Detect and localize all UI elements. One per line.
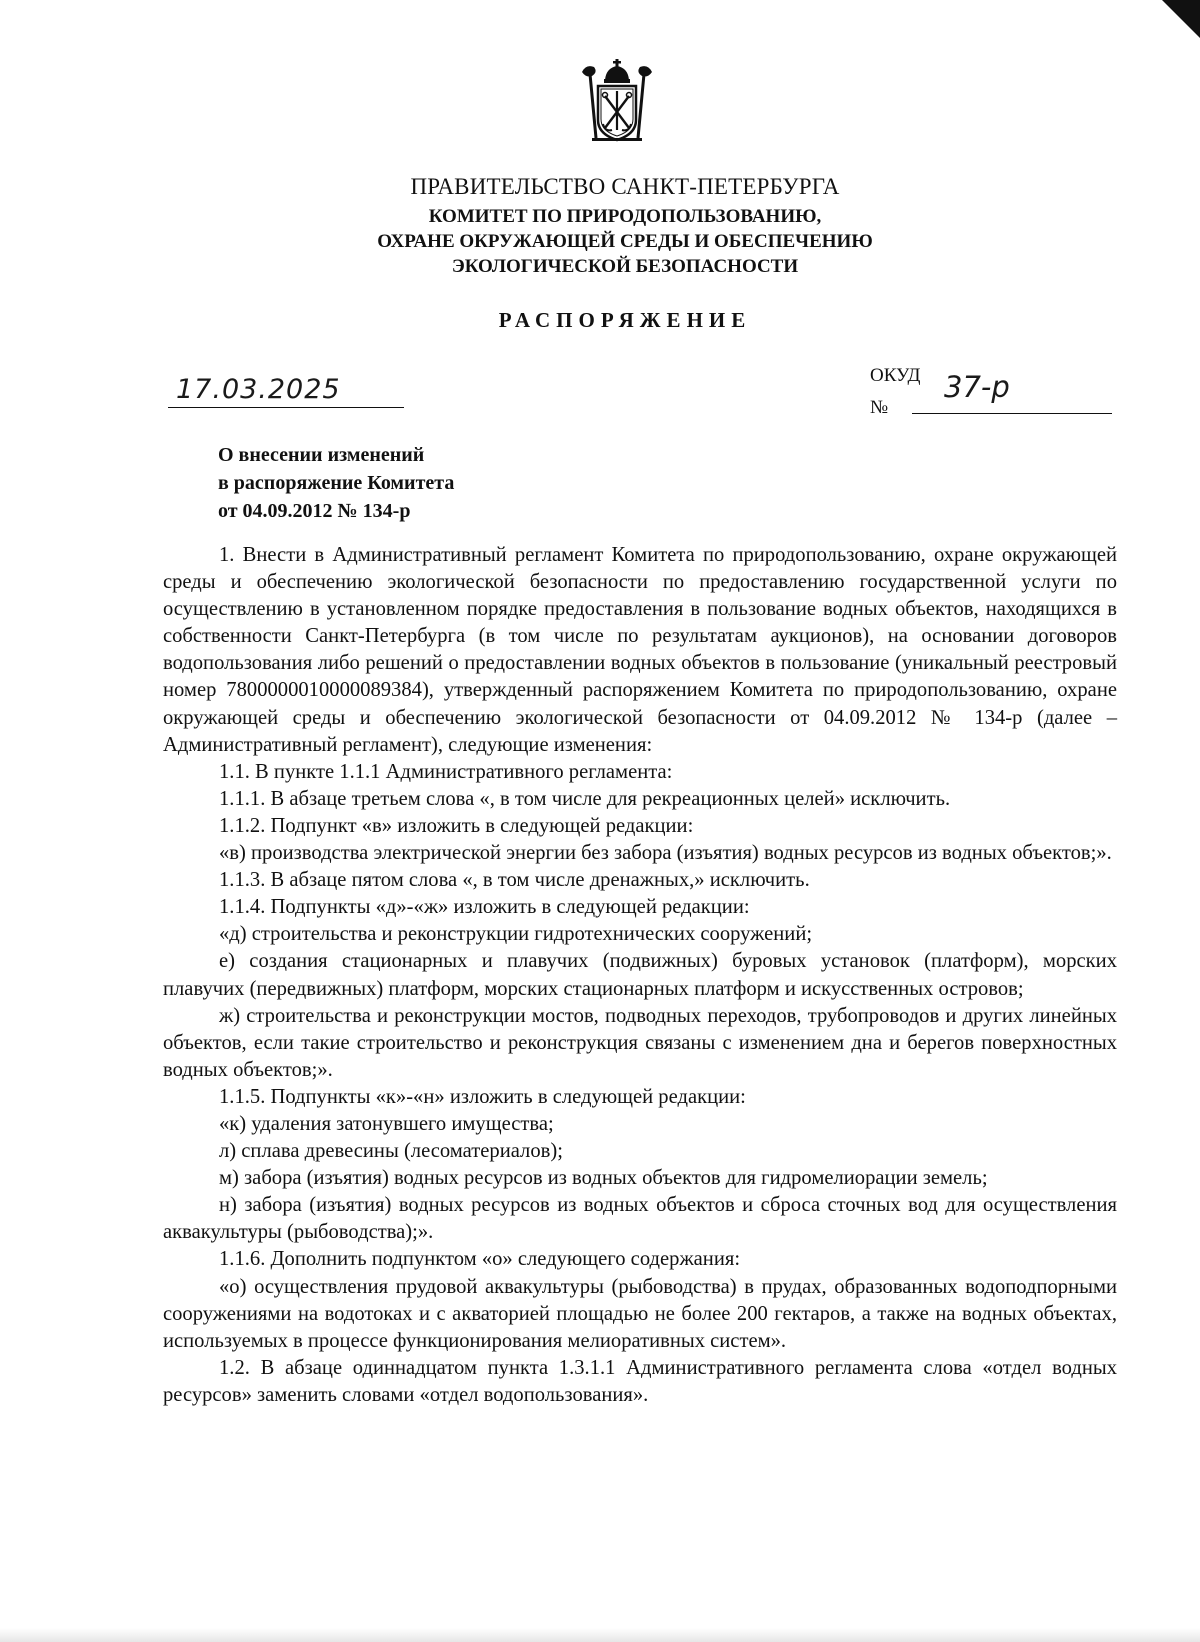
okud-label: ОКУД (870, 365, 921, 386)
body-paragraph-subitem-o: «о) осуществления прудовой аквакультуры (рыбоводства) в прудах, образованных водоподпорными сооружениями на водотоках и с акваторией площадью не более 200 гектаров, а также на водных объектах, используемых в процессе функционирования мелиоративных систем». (163, 1275, 1117, 1352)
government-title: ПРАВИТЕЛЬСТВО САНКТ-ПЕТЕРБУРГА (410, 174, 840, 199)
number-sign: № (870, 397, 889, 418)
body-paragraph-subitem-n: н) забора (изъятия) водных ресурсов из водных объектов и сброса сточных вод для осуществления аквакультуры (рыбоводства);». (163, 1194, 1117, 1244)
body-paragraph-subitem-e: е) создания стационарных и плавучих (подвижных) буровых установок (платформ), морских плавучих (передвижных) платформ, морских стационарных платформ и искусственных островов; (163, 950, 1117, 1000)
handwritten-document-number: 37-р (912, 370, 1112, 414)
body-paragraph-subitem-v: «в) производства электрической энергии без забора (изъятия) водных ресурсов из водных объектов;». (219, 842, 1112, 865)
body-paragraph-1-1-1: 1.1.1. В абзаце третьем слова «, в том числе для рекреационных целей» исключить. (219, 787, 951, 810)
document-body (163, 542, 1117, 1409)
body-paragraph-subitem-d: «д) строительства и реконструкции гидротехнических сооружений; (219, 923, 813, 946)
committee-name-line: ОХРАНЕ ОКРУЖАЮЩЕЙ СРЕДЫ И ОБЕСПЕЧЕНИЮ (377, 231, 873, 252)
body-paragraph-1-1-6: 1.1.6. Дополнить подпунктом «о» следующего содержания: (219, 1248, 741, 1271)
body-paragraph-1-1: 1.1. В пункте 1.1.1 Административного регламента: (219, 760, 673, 783)
committee-name-line: КОМИТЕТ ПО ПРИРОДОПОЛЬЗОВАНИЮ, (428, 206, 822, 227)
body-paragraph-subitem-k: «к) удаления затонувшего имущества; (219, 1112, 554, 1135)
scan-corner-mark (1162, 0, 1200, 38)
subject-line: в распоряжение Комитета (218, 472, 455, 494)
body-paragraph-subitem-l: л) сплава древесины (лесоматериалов); (219, 1140, 563, 1163)
committee-name (0, 204, 1200, 279)
body-paragraph-1-1-4: 1.1.4. Подпункты «д»-«ж» изложить в следующей редакции: (219, 896, 750, 919)
subject-line: от 04.09.2012 № 134-р (218, 500, 411, 522)
body-paragraph-1: 1. Внести в Административный регламент Комитета по природопользованию, охране окружающей среды и обеспечению экологической безопасности по предоставлению государственной услуги по осуществлению в установленном порядке предоставления в пользование водных объектов, находящихся в собственности Санкт-Петербурга (в том числе по результатам аукционов), на основании договоров водопользования либо решений о предоставлении водных объектов в пользование (уникальный реестровый номер 7800000010000089384), утвержденный распоряжением Комитета по природопользованию, охране окружающей среды и обеспечению экологической безопасности от 04.09.2012 № 134-р (далее – Административный регламент), следующие изменения: (163, 544, 1117, 756)
document-type-title: РАСПОРЯЖЕНИЕ (498, 308, 752, 332)
coat-of-arms-emblem (576, 58, 658, 146)
body-paragraph-1-2: 1.2. В абзаце одиннадцатом пункта 1.3.1.1 Административного регламента слова «отдел водных ресурсов» заменить словами «отдел водопользования». (163, 1356, 1117, 1406)
body-paragraph-1-1-3: 1.1.3. В абзаце пятом слова «, в том числе дренажных,» исключить. (219, 869, 810, 892)
body-paragraph-1-1-5: 1.1.5. Подпункты «к»-«н» изложить в следующей редакции: (219, 1085, 746, 1108)
body-paragraph-subitem-m: м) забора (изъятия) водных ресурсов из водных объектов для гидромелиорации земель; (219, 1167, 988, 1190)
handwritten-date: 17.03.2025 (168, 374, 404, 408)
body-paragraph-subitem-zh: ж) строительства и реконструкции мостов, подводных переходов, трубопроводов и других линейных объектов, если такие строительство и реконструкция связаны с изменением дна и берегов поверхностных водных объектов;». (163, 1004, 1117, 1081)
body-paragraph-1-1-2: 1.1.2. Подпункт «в» изложить в следующей редакции: (219, 814, 694, 837)
scan-bottom-edge (0, 1628, 1200, 1642)
committee-name-line: ЭКОЛОГИЧЕСКОЙ БЕЗОПАСНОСТИ (451, 256, 799, 277)
document-subject (218, 441, 454, 525)
subject-line: О внесении изменений (218, 444, 425, 466)
